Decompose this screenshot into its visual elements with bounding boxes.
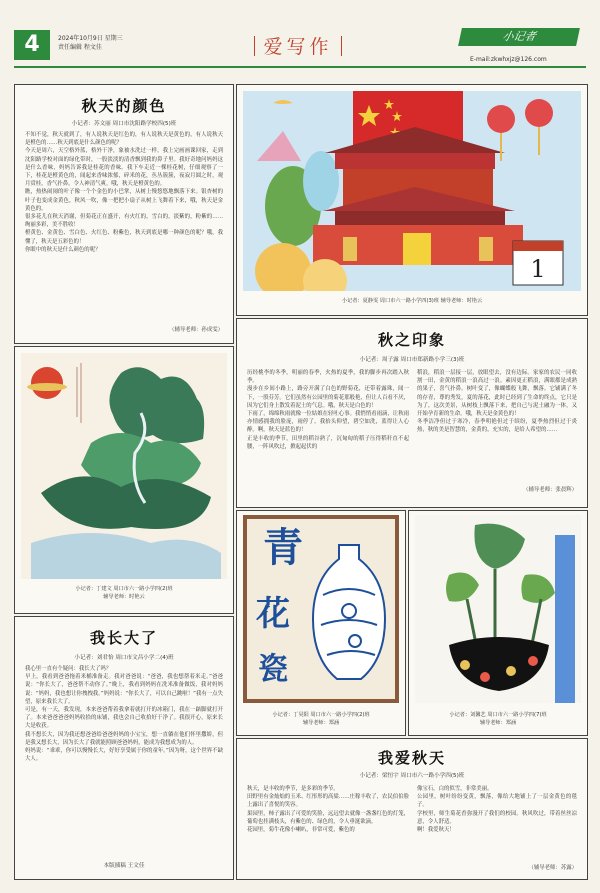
article-body-left: 历经桃李的冬季，明丽的春季，火热的夏季，我的脚步再次踏入秋季。 漫步在乡间小路上，路旁开满了白色的野菊花，还带着露珠，闻一下，一股芬芳。它们虽然有公园里的菊花那般艳，但让人百看不厌，因为它们身上散发着泥土的气息。哦，秋天是白色的！ 下雨了，绵绵秋雨就像一位姑娘在轻吐心事。我悄悄看雨滴，让秋雨亦情感拥我的脸庞，雨停了，我抬头仰望，碧空如洗，蓝得让人心醉。啊，秋天是蓝色的！ 正是丰收的季节，田里的稻谷熟了，沉甸甸的稻子压得稻秆直不起腰，一阵风吹过，掀起起伏的 xyxy=(247,370,409,450)
editor-note: 本版插稿 王文佳 xyxy=(103,863,145,869)
section-title: 爱写作 xyxy=(238,32,358,59)
painting-caption: 小记者：丁建文 周口市六一路小学四(2)班 辅导老师：时艳云 xyxy=(75,586,173,600)
painting-lotus-frame xyxy=(408,510,588,736)
article-love-autumn xyxy=(236,738,588,880)
brand-logo: 小记者 xyxy=(458,28,580,46)
article-title: 秋之印象 xyxy=(377,331,446,349)
painting-landscape xyxy=(21,353,227,579)
article-teacher: （辅导老师：苏露） xyxy=(528,865,577,871)
header-rule xyxy=(14,66,586,68)
article-autumn-colors xyxy=(14,84,234,344)
editor-text: 责任编辑 程文佳 xyxy=(58,44,102,51)
painting-caption: 小记者：夏静雯 周口市六一路小学四(3)班 辅导老师：时艳云 xyxy=(341,298,483,304)
painting-porcelain xyxy=(243,515,399,703)
painting-tiananmen-frame xyxy=(236,84,588,316)
issue-date xyxy=(58,34,123,52)
painting-caption: 小记者：刘馨艺 周口市六一路小学四(7)班 辅导老师：郑涵 xyxy=(449,712,547,726)
porcelain-glyph-hua: 花 xyxy=(256,594,290,634)
date-text: 2024年10月9日 星期三 xyxy=(58,35,123,42)
contact-email: E-mail:zkwhxjz@126.com xyxy=(470,56,547,63)
article-title: 秋天的颜色 xyxy=(81,97,167,115)
article-byline: 小记者：周子露 周口市郑新路小学三(3)班 xyxy=(359,357,465,363)
article-teacher: （辅导老师：孙成雯） xyxy=(169,327,223,333)
article-title: 我爱秋天 xyxy=(377,749,446,767)
article-body-right: 像宝石，白的似雪，非常美丽。 公园里，树叶纷纷变黄，飘落，像给大地铺上了一层金黄色的毯子。 学校里，师生菊花香弥漫开了我们的校园。秋风吹过，带着丝丝凉意，令人舒适。 啊！我爱秋天！ xyxy=(417,786,577,834)
porcelain-glyph-qing: 青 xyxy=(263,524,303,571)
painting-tiananmen xyxy=(243,91,581,291)
painting-caption: 小记者：丁昊阳 周口市六一路小学四(2)班 辅导老师：郑涵 xyxy=(272,712,370,726)
painting-lotus xyxy=(415,515,581,703)
porcelain-glyph-ci: 瓷 xyxy=(258,652,288,687)
calendar-day: 1 xyxy=(530,255,546,283)
article-grown-up xyxy=(14,616,234,880)
article-byline: 小记者：刘君怡 周口市文昌小学二(4)班 xyxy=(74,655,174,661)
painting-porcelain-frame xyxy=(236,510,406,736)
article-teacher: （辅导老师：张晨辉） xyxy=(523,487,577,493)
article-body: 不知不觉，秋天就到了，有人说秋天是红色的，有人说秋天是黄色的，有人说秋天是橙色的……秋天到底是什么颜色的呢？ 今天是周六，天空格外蓝，格外干净，象被水洗过一样。我上完画画课回家，走到沈阳路学校对面的绿化带时，一股淡淡的清香飘到我的鼻子里。我好奇地问妈妈这是什么香味，妈妈告诉我是桂花的香味。我下车走近一棵桂花树，仔细观察了一下，桂花是橙黄色的，闻起来香味浓郁，碎米的花，丛丛簇簇，夜寂月圆之时，观月赏桂，香气扑鼻，令人神清气爽。哦，秋天是橙黄色的。 瞧，热热闹闹的叶子像一个个金色的小巴掌，从树上慢悠悠地飘落下来。银杏树的叶子也变成金黄色，秋风一吹，像一把把小扇子从树上飞舞着下来，哦，秋天是金黄色的。 很多花儿在秋天消谢，但菊花正在盛开，有火红的，雪白的，淡紫的，粉紫的……绚丽多彩，美不胜收！ 橙黄色、金黄色、雪白色、火红色、粉紫色，秋天到底是哪一种颜色的呢？哦，我懂了，秋天是五彩色的！ 你眼中的秋天是什么颜色的呢？ xyxy=(25,132,223,253)
article-byline: 小记者：梁恒宇 周口市六一路小学四(5)班 xyxy=(359,773,465,779)
page-number: 4 xyxy=(14,30,50,60)
article-body-right: 稻浪，稻浪一层接一层，放眼望去，没有边际。家家的农民一同收割一田，金黄的稻浪一浪高过一浪。素因更正稻浪，满眼都是成熟的果子，喜气扑鼻。树叶变了，像蝴蝶般飞舞，飘落。它铺满了冬的存青，尊的秀发，夏的落花，此时已经到了生命的终点，它只是为了，这次美景，从树枝上飘落下来，把自己与泥土融为一体，又开始孕育新的生命。哦，秋天是金黄色的！ 冬季洁净但过于寒冷，春季明艳但过于缤纷，夏季热烈但过于炎热，秋的美是智慧的，金黄的，充实的，是给人希望的…… xyxy=(417,370,577,434)
painting-landscape-frame xyxy=(14,346,234,614)
article-title: 我长大了 xyxy=(89,629,158,647)
article-byline: 小记者：苏文丽 周口市沈阳路学校四(5)班 xyxy=(71,121,177,127)
article-body-left: 秋天，是丰收的季节，是多彩的季节。 田野里有金灿灿的玉米、红彤彤的高粱……庄稼丰收了，农民伯伯脸上露出了喜悦的笑容。 果园里，柿子露出了可爱的笑脸，远远望去就像一盏盏红色的灯笼，葡萄也挂满枝头，有紫色的、绿色的，令人垂涎欲滴。 花园里，菊牛花像小喇叭，非常可爱，紫色的 xyxy=(247,786,409,834)
article-body: 我心里一直有个疑问：我长大了吗？ 早上，我看到爸爸拖着米桶准备走。我对爸爸说：“爸爸，我也想帮着米走。”爸爸说：“你长大了，爸爸帮不动你了。”晚上，我看到妈妈在洗米准备做饭，我对妈妈说：“妈妈，我也想让你拽拽我。”妈妈说：“你长大了，可以自己跳啦！”我有一点失望，原来我长大了。 可是，有一天，我发现，本来爸爸帮着我拿着就打开的冰箱门，我在一踮脚就打开了。本来爸爸爸爸妈妈收拾的床铺，我也会自己收拾好干净了。我很开心，原来长大是收获。 我不想长大，因为我还想爸爸给爸爸妈妈的小宝宝，想一直躺在他们怀里撒娇，但是我又想长大，因为长大了我就能照顾爸爸妈妈，能成为我想成为的人。 妈妈说：“乖乖，你可以慢慢长大，好好享受属于你的童年。”因为呀，这个世界不缺大人。 xyxy=(25,666,223,763)
article-autumn-impression xyxy=(236,318,588,508)
